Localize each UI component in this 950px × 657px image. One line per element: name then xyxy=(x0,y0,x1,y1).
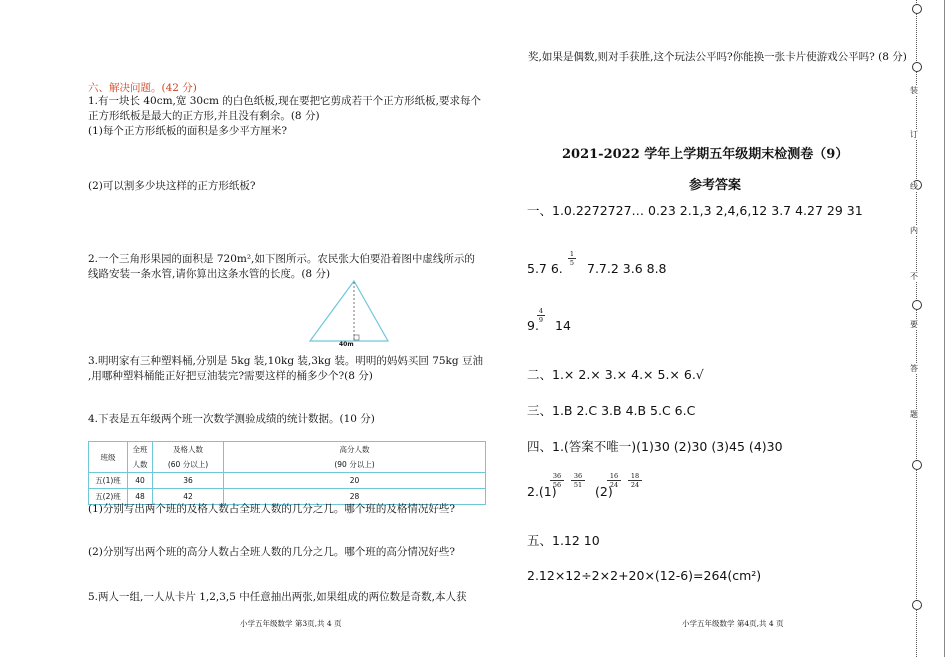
answer-section-1-line1: 一、1.0.2272727… 0.23 2.1,3 2,4,6,12 3.7 4.27 29 31 xyxy=(527,203,863,218)
fraction-denominator: 5 xyxy=(569,259,575,267)
fraction xyxy=(568,250,576,267)
binding-hole xyxy=(912,4,922,14)
binding-hole xyxy=(912,300,922,310)
table-row xyxy=(89,473,486,489)
table-header-cell: (90 分以上) xyxy=(224,457,486,473)
fraction xyxy=(628,472,642,489)
answer-section-1-line2b: 7.7.2 3.6 8.8 xyxy=(587,261,667,276)
answer-section-1-line3b: 14 xyxy=(555,318,571,333)
fraction-numerator: 4 xyxy=(538,307,544,315)
score-table xyxy=(88,441,486,505)
question-1-sub2: (2)可以割多少块这样的正方形纸板? xyxy=(88,180,256,192)
fraction-denominator: 9 xyxy=(538,316,544,324)
binding-char: 装 xyxy=(910,86,918,95)
answer-section-1-line2a: 5.7 6. xyxy=(527,261,563,276)
table-header-cell: 及格人数 xyxy=(153,442,224,458)
fraction xyxy=(537,307,545,324)
binding-hole xyxy=(912,600,922,610)
fraction xyxy=(550,472,564,489)
question-4-line1: 4.下表是五年级两个班一次数学测验成绩的统计数据。(10 分) xyxy=(88,413,375,425)
right-page-footer: 小学五年级数学 第4页,共 4 页 xyxy=(682,619,784,628)
answer-section-5-line2: 2.12×12÷2×2+20×(12-6)=264(cm²) xyxy=(527,568,762,583)
fraction xyxy=(571,472,585,489)
question-2-line2: 线路安装一条水管,请你算出这条水管的长度。(8 分) xyxy=(88,268,331,280)
table-cell: 五(1)班 xyxy=(89,473,128,489)
fraction-numerator: 18 xyxy=(630,472,640,480)
binding-char: 订 xyxy=(910,130,918,139)
table-cell: 42 xyxy=(153,489,224,505)
fraction-numerator: 36 xyxy=(552,472,562,480)
table-header-cell: 人数 xyxy=(128,457,153,473)
answer-key-subtitle: 参考答案 xyxy=(689,178,742,193)
question-5-continuation: 奖,如果是偶数,则对手获胜,这个玩法公平吗?你能换一张卡片使游戏公平吗? (8 分) xyxy=(528,51,907,63)
table-cell: 48 xyxy=(128,489,153,505)
fraction-denominator: 51 xyxy=(573,481,583,489)
fraction-denominator: 24 xyxy=(630,481,640,489)
table-cell: 28 xyxy=(224,489,486,505)
table-cell: 36 xyxy=(153,473,224,489)
question-3-line1: 3.明明家有三种塑料桶,分别是 5kg 装,10kg 装,3kg 装。明明的妈妈买回 75kg 豆油 xyxy=(88,355,483,367)
section-title: 六、解决问题。(42 分) xyxy=(88,82,197,94)
answer-section-4-line2b: (2) xyxy=(595,484,613,499)
triangle-shape xyxy=(310,281,388,341)
fraction-denominator: 56 xyxy=(552,481,562,489)
answer-section-1-line3a: 9. xyxy=(527,318,539,333)
question-1-sub1: (1)每个正方形纸板的面积是多少平方厘米? xyxy=(88,125,288,137)
binding-char: 答 xyxy=(910,364,918,373)
answer-section-2: 二、1.× 2.× 3.× 4.× 5.× 6.√ xyxy=(527,367,704,382)
answer-section-3: 三、1.B 2.C 3.B 4.B 5.C 6.C xyxy=(527,403,696,418)
answer-key-title: 2021-2022 学年上学期五年级期末检测卷（9） xyxy=(562,147,849,162)
table-cell: 20 xyxy=(224,473,486,489)
table-header-cell: 全班 xyxy=(128,442,153,458)
answer-section-4-line2a: 2.(1) xyxy=(527,484,557,499)
fraction xyxy=(607,472,621,489)
page-edge-line xyxy=(944,0,945,657)
left-page-footer: 小学五年级数学 第3页,共 4 页 xyxy=(240,619,342,628)
question-1-line1: 1.有一块长 40cm,宽 30cm 的白色纸板,现在要把它剪成若干个正方形纸板,要求每个 xyxy=(88,95,481,107)
binding-char: 要 xyxy=(910,320,918,329)
table-cell: 40 xyxy=(128,473,153,489)
question-4-sub2: (2)分别写出两个班的高分人数占全班人数的几分之几。哪个班的高分情况好些? xyxy=(88,546,456,558)
answer-section-5-line1: 五、1.12 10 xyxy=(527,533,600,548)
fraction-numerator: 1 xyxy=(569,250,575,258)
table-header-row xyxy=(89,457,486,473)
binding-char: 题 xyxy=(910,410,918,419)
answer-section-4-line1: 四、1.(答案不唯一)(1)30 (2)30 (3)45 (4)30 xyxy=(527,439,783,454)
table-header-cell: (60 分以上) xyxy=(153,457,224,473)
fraction-numerator: 16 xyxy=(609,472,619,480)
binding-char: 不 xyxy=(910,272,918,281)
question-3-line2: ,用哪种塑料桶能正好把豆油装完?需要这样的桶多少个?(8 分) xyxy=(88,370,373,382)
binding-hole xyxy=(912,62,922,72)
fraction-numerator: 36 xyxy=(573,472,583,480)
table-header-cell: 班级 xyxy=(89,442,128,473)
table-header-row xyxy=(89,442,486,458)
table-cell: 五(2)班 xyxy=(89,489,128,505)
binding-char: 线 xyxy=(910,182,918,191)
binding-char: 内 xyxy=(910,226,918,235)
table-header-cell: 高分人数 xyxy=(224,442,486,458)
question-4-sub1: (1)分别写出两个班的及格人数占全班人数的几分之几。哪个班的及格情况好些? xyxy=(88,503,456,515)
binding-hole xyxy=(912,460,922,470)
fraction-denominator: 24 xyxy=(609,481,619,489)
question-1-line2: 正方形纸板是最大的正方形,并且没有剩余。(8 分) xyxy=(88,110,320,122)
triangle-base-label: 40m xyxy=(339,341,354,348)
question-2-line1: 2.一个三角形果园的面积是 720m²,如下图所示。农民张大伯要沿着图中虚线所示的 xyxy=(88,253,475,265)
question-5-line1: 5.两人一组,一人从卡片 1,2,3,5 中任意抽出两张,如果组成的两位数是奇数,本人获 xyxy=(88,591,467,603)
right-angle-mark xyxy=(354,335,359,340)
